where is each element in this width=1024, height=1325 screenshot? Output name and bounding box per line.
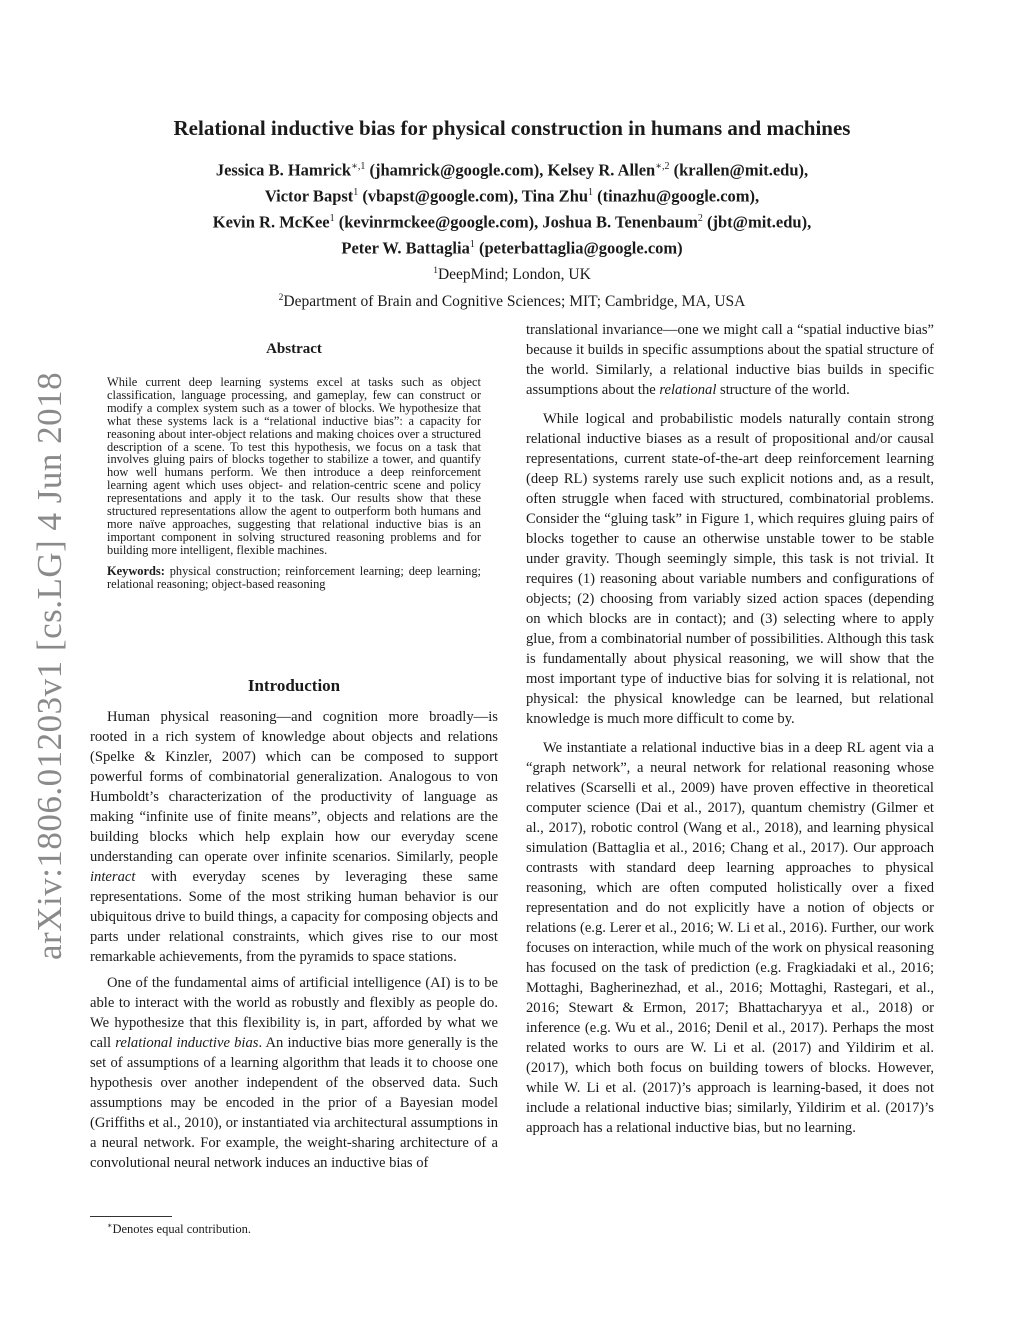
author-name: Peter W. Battaglia <box>341 238 470 258</box>
author-email: (krallen@mit.edu), <box>669 160 809 180</box>
abstract-text: While current deep learning systems excel at tasks such as object classification, language processing, and gameplay, few can construct or modify a complex system such as a tower of blocks. We hypothesize that what these systems lack is a “relational inductive bias”: a capacity for reasoning about inter-object relations and making choices over a structured description of a scene. To test this hypothesis, we focus on a task that involves gluing pairs of blocks together to stabilize a tower, and quantify how well humans perform. We then introduce a deep reinforcement learning agent which uses object- and relation-centric scene and policy representations and apply it to the task. Our results show that these structured representations allow the agent to outperform both humans and more naïve approaches, suggesting that relational inductive bias is an important component in solving structured reasoning problems and for building more intelligent, flexible machines. <box>107 375 481 557</box>
paper-title: Relational inductive bias for physical construction in humans and machines <box>173 116 851 140</box>
paragraph: We instantiate a relational inductive bias in a deep RL agent via a “graph network”, a neural network for relational reasoning whose relatives (Scarselli et al., 2009) have proven effective in theoretical computer science (Dai et al., 2017), quantum chemistry (Gilmer et al., 2017), robotic control (Wang et al., 2018), and learning physical simulation (Battaglia et al., 2016; Chang et al., 2017). Our approach contrasts with standard deep learning approaches to physical reasoning, which are often computed holistically over a fixed representation and do not explicitly have a notion of objects or relations (e.g. Lerer et al., 2016; W. Li et al., 2016). Further, our work focuses on interaction, while much of the work on physical reasoning has focused on the task of prediction (e.g. Fragkiadaki et al., 2016; Mottaghi, Bagherinezhad, et al., 2016; Mottaghi, Rastegari, et al., 2016; Stewart & Ermon, 2017; Bhattacharyya et al., 2018) or inference (e.g. Wu et al., 2016; Denil et al., 2017). Perhaps the most related works to ours are W. Li et al. (2017) and Yildirim et al. (2017), which both focus on building towers of blocks. However, while W. Li et al. (2017)’s approach is learning-based, it does not include a relational inductive bias; similarly, Yildirim et al. (2017)’s approach has a relational inductive bias, but no learning. <box>526 740 934 1136</box>
abstract-heading: Abstract <box>266 341 322 357</box>
author-name: Victor Bapst <box>264 186 354 206</box>
text-run: structure of the world. <box>716 382 850 398</box>
keywords-text: physical construction; reinforcement learning; deep learning; relational reasoning; object-based reasoning <box>107 563 481 591</box>
author-line-3 <box>80 208 944 234</box>
author-email: (tinazhu@google.com), <box>593 186 760 206</box>
affiliation-2 <box>80 287 944 314</box>
author-email: (jbt@mit.edu), <box>702 212 812 232</box>
arxiv-stamp: arXiv:1806.01203v1 [cs.LG] 4 Jun 2018 <box>30 371 69 960</box>
affiliation-text: Department of Brain and Cognitive Sciences; MIT; Cambridge, MA, USA <box>283 292 746 310</box>
paragraph: While logical and probabilistic models naturally contain strong relational inductive biases as a result of propositional and/or causal representations, current state-of-the-art deep reinforcement learning (deep RL) systems rarely use such explicit notions and, as a result, often struggle when faced with structured, combinatorial problems. Consider the “gluing task” in Figure 1, which requires gluing pairs of blocks together to cause an otherwise unstable tower to be stable under gravity. Though seemingly simple, this task is not trivial. It requires (1) reasoning about variable numbers and configurations of objects; (2) choosing from variably sized action spaces (depending on which blocks are in contact); and (3) selecting where to apply glue, from a combinatorial number of possibilities. Although this task is fundamentally about physical reasoning, we will show that the most important type of inductive bias for solving it is relational, not physical: the physical knowledge can be learned, but relational knowledge is much more difficult to come by. <box>526 411 934 727</box>
author-line-1 <box>80 156 944 182</box>
author-name: Kevin R. McKee <box>212 212 330 232</box>
author-sup: 1 <box>329 213 335 224</box>
author-line-2 <box>80 182 944 208</box>
text-run: One of the fundamental aims of artificial intelligence (AI) is to be able to interact with the world as robustly and flexibly as people do. We hypothesize that this flexibility is, in part, afforded by what we call <box>90 975 498 1051</box>
affiliation-1 <box>80 260 944 287</box>
paragraph <box>526 320 934 400</box>
author-email: (kevinrmckee@google.com), <box>334 212 543 232</box>
author-name: Jessica B. Hamrick <box>215 160 352 180</box>
author-sup: 1 <box>469 239 475 250</box>
section-heading-introduction: Introduction <box>247 676 341 695</box>
footnote-marker: ∗ <box>107 1221 113 1230</box>
keywords <box>107 565 481 591</box>
author-sup: 1 <box>588 187 594 198</box>
emphasis: interact <box>90 869 136 885</box>
text-run: with everyday scenes by leveraging these same representations. Some of the most striking human behavior is our ubiquitous drive to build things, a capacity for composing objects and parts under relational constraints, which gives rise to our most remarkable achievements, from the pyramids to space stations. <box>90 869 498 965</box>
emphasis: relational <box>659 382 717 398</box>
author-sup: 2 <box>697 213 703 224</box>
right-column-text <box>526 320 934 1138</box>
affiliation-sup: 1 <box>433 266 438 276</box>
footnote <box>107 1221 251 1237</box>
author-line-4 <box>80 234 944 260</box>
author-email: (jhamrick@google.com), <box>365 160 548 180</box>
footnote-rule <box>90 1216 172 1217</box>
keywords-label: Keywords: <box>107 563 165 578</box>
author-email: (peterbattaglia@google.com) <box>474 238 683 258</box>
emphasis: relational inductive bias <box>115 1035 259 1051</box>
footnote-text: Denotes equal contribution. <box>112 1222 251 1237</box>
author-email: (vbapst@google.com), <box>358 186 522 206</box>
affiliation-text: DeepMind; London, UK <box>437 266 591 284</box>
text-run: Human physical reasoning—and cognition more broadly—is rooted in a rich system of knowledge about objects and relations (Spelke & Kinzler, 2007) which can be composed to support powerful forms of combinatorial generalization. Analogous to von Humboldt’s characterization of the productivity of language as making “infinite use of finite means”, objects and relations are the building blocks which help explain how our everyday scene understanding can operate over infinite scenarios. Similarly, people <box>90 709 498 865</box>
author-sup: ∗,1 <box>351 161 366 172</box>
text-run: . An inductive bias more generally is the set of assumptions of a learning algorithm that leads it to choose one hypothesis over another independent of the observed data. Such assumptions may be encoded in the prior of a Bayesian model (Griffiths et al., 2010), or instantiated via architectural assumptions in a neural network. For example, the weight-sharing architecture of a convolutional neural network induces an inductive bias of <box>90 1035 498 1171</box>
text-run: translational invariance—one we might call a “spatial inductive bias” because it builds in specific assumptions about the spatial structure of the world. Similarly, a relational inductive bias builds in specific assumptions about the <box>526 322 934 398</box>
paragraph <box>90 707 498 967</box>
author-block <box>80 156 944 313</box>
author-name: Tina Zhu <box>521 186 589 206</box>
affiliation-sup: 2 <box>278 292 284 303</box>
author-sup: ∗,2 <box>655 161 670 172</box>
author-name: Joshua B. Tenenbaum <box>542 212 698 232</box>
left-column-text <box>90 707 498 1173</box>
author-sup: 1 <box>353 187 359 198</box>
abstract-body <box>107 376 481 591</box>
author-name: Kelsey R. Allen <box>547 160 656 180</box>
paragraph <box>90 973 498 1173</box>
